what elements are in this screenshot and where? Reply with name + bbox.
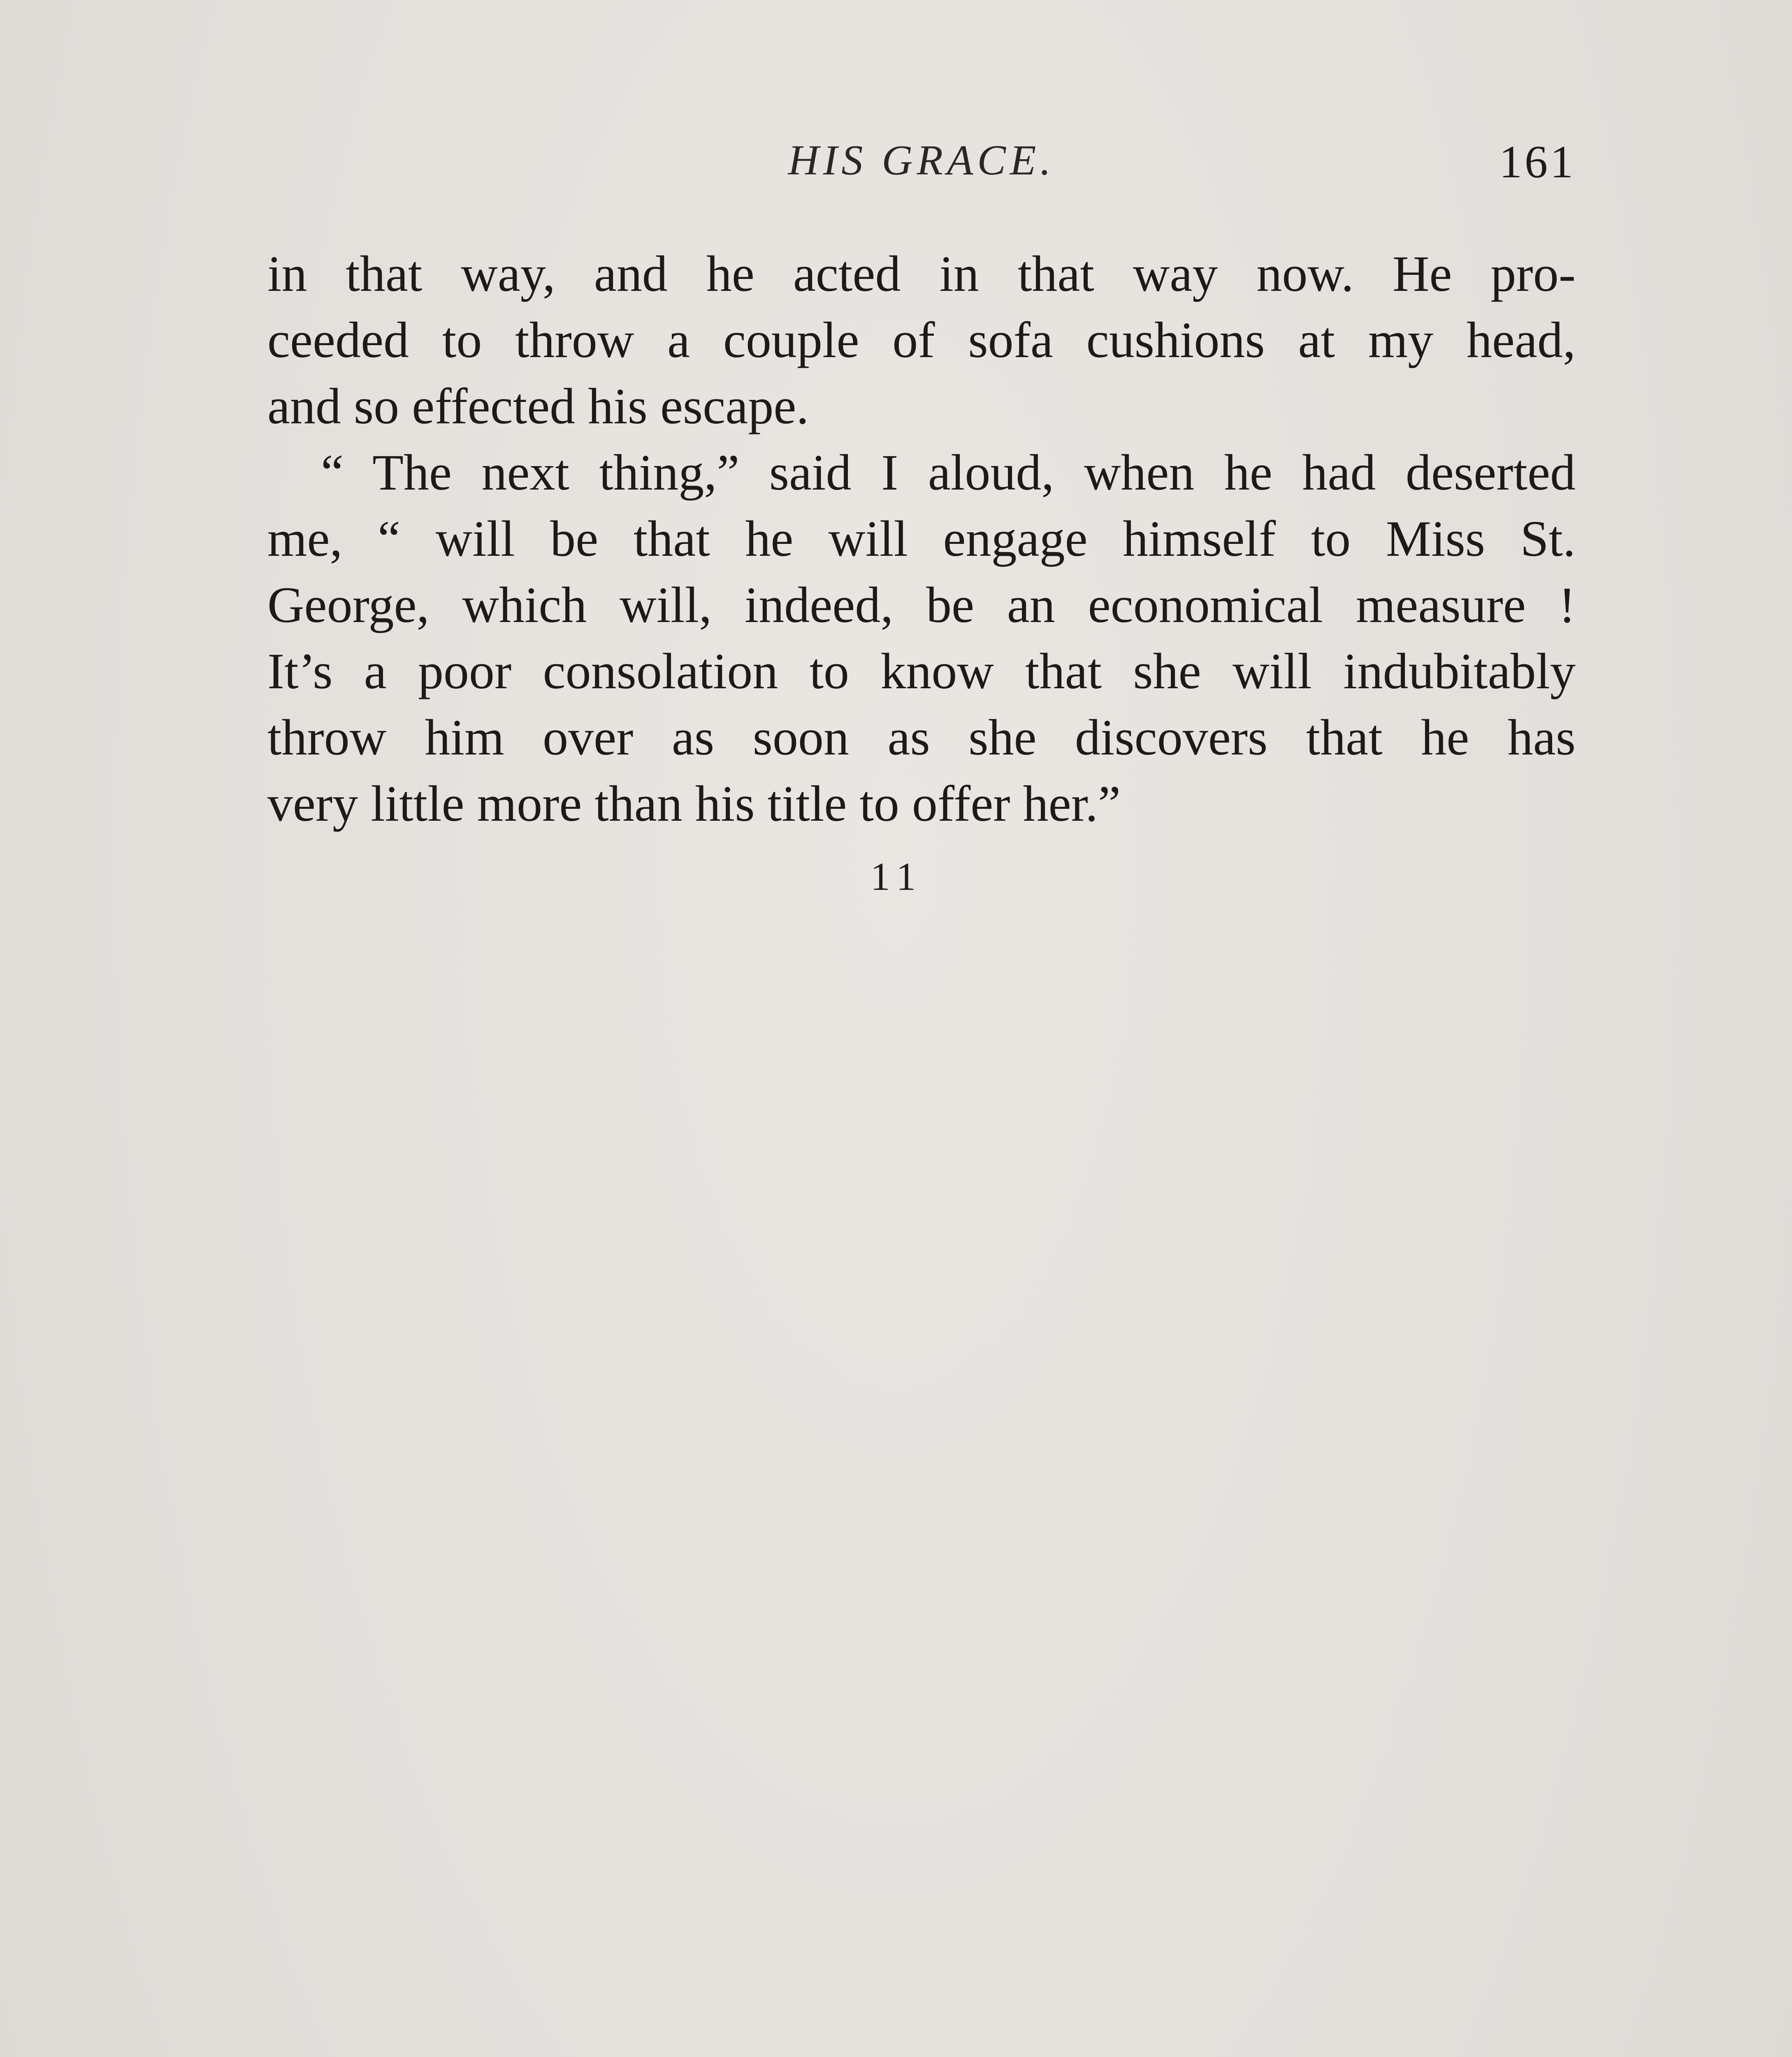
text-line: It’s a poor consolation to know that she will indubitably [267, 643, 1576, 699]
text-line: throw him over as soon as she discovers that he has [267, 709, 1576, 766]
paragraph-1 [267, 241, 1576, 439]
text-line: in that way, and he acted in that way now. He pro- [267, 246, 1576, 302]
running-head [267, 123, 1576, 189]
body-text [267, 241, 1576, 837]
text-line: George, which will, indeed, be an economical measure ! [267, 577, 1576, 633]
page-number: 161 [1499, 137, 1576, 188]
text-line: ceeded to throw a couple of sofa cushions at my head, [267, 312, 1576, 368]
text-line: “ The next thing,” said I aloud, when he had deserted [321, 444, 1576, 501]
text-line: and so effected his escape. [267, 378, 809, 434]
running-title: HIS GRACE. [788, 137, 1055, 184]
text-line: very little more than his title to offer her.” [267, 775, 1121, 832]
text-line: me, “ will be that he will engage himself to Miss St. [267, 511, 1576, 567]
paragraph-2 [267, 439, 1576, 837]
signature-mark: 11 [870, 854, 924, 898]
